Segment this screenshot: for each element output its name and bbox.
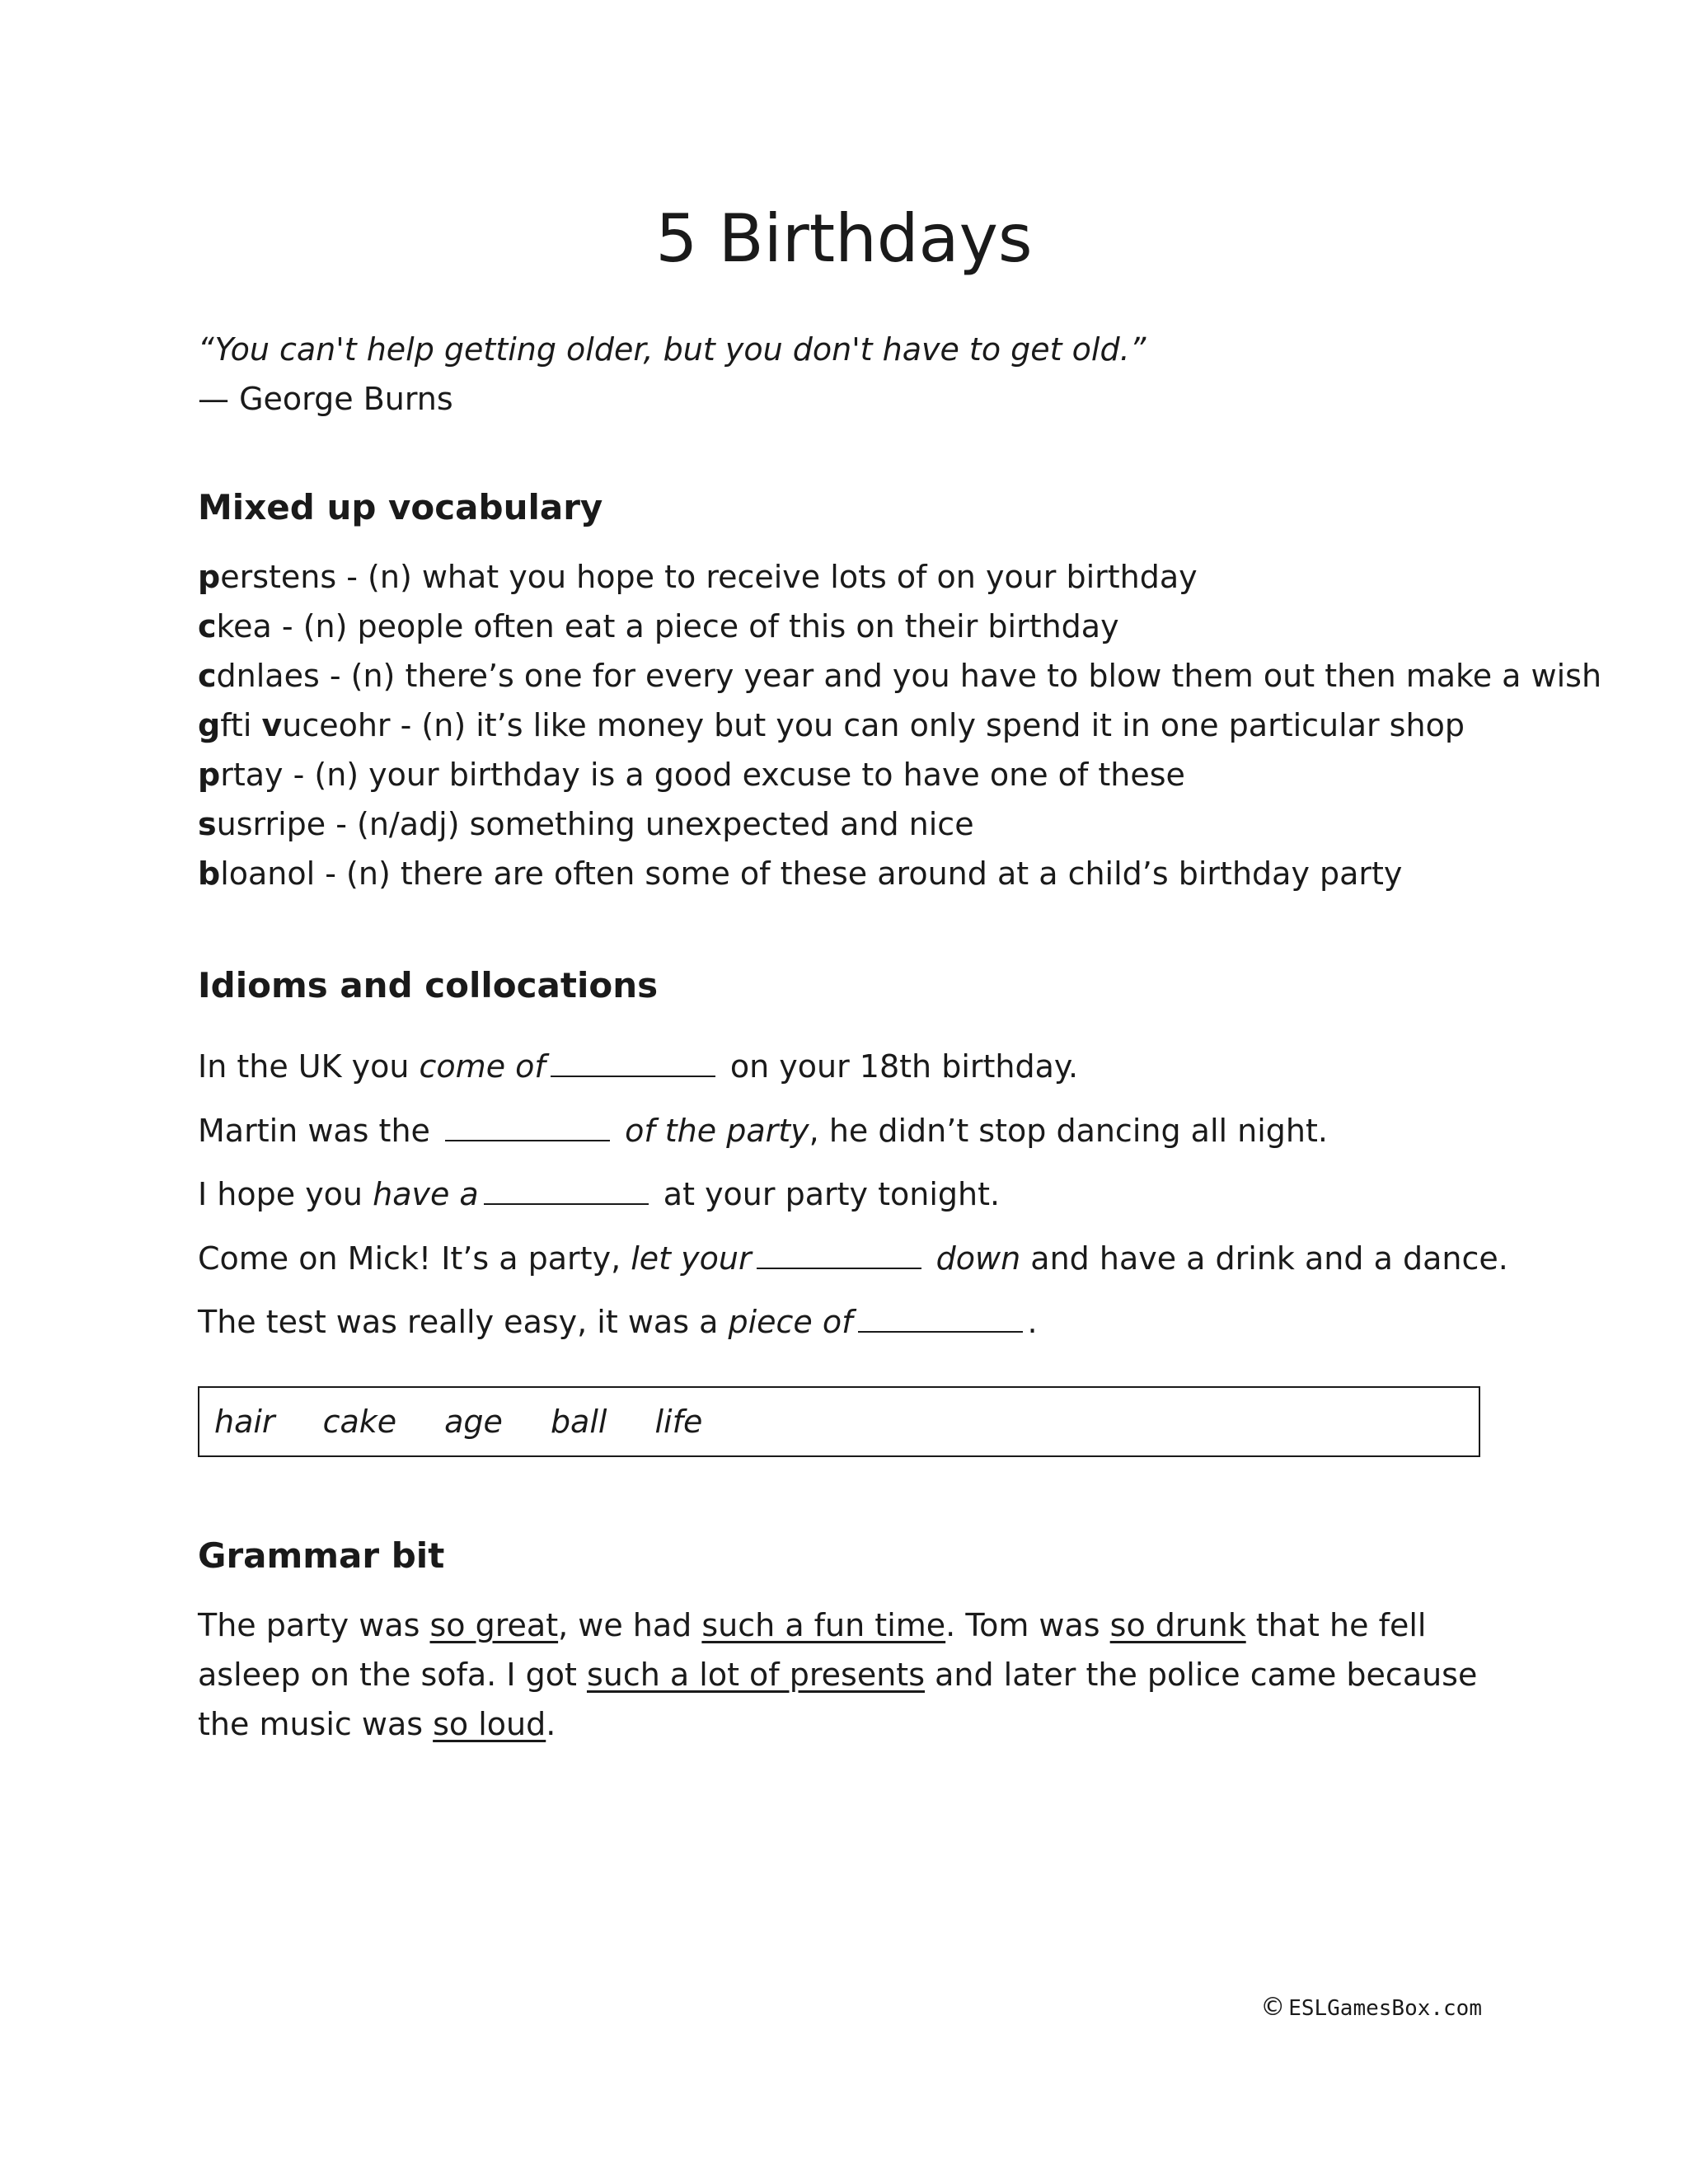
sentence-end: and have a drink and a dance.	[1020, 1240, 1508, 1277]
vocab-definition: usrripe - (n/adj) something unexpected and nice	[216, 806, 974, 842]
grammar-heading: Grammar bit	[198, 1535, 445, 1576]
answer-blank[interactable]	[551, 1047, 715, 1077]
idiom-sentence	[198, 1227, 1508, 1291]
grammar-paragraph	[198, 1601, 1484, 1749]
grammar-highlight: so loud	[433, 1706, 546, 1742]
grammar-highlight: so great	[429, 1607, 559, 1643]
sentence-end: , he didn’t stop dancing all night.	[809, 1112, 1328, 1149]
footer	[1260, 1991, 1482, 2025]
answer-blank[interactable]	[484, 1175, 649, 1205]
idioms-list	[198, 1035, 1508, 1355]
sentence-end: .	[1027, 1304, 1038, 1340]
grammar-text-segment: that he fell asleep on the sofa. I got	[198, 1607, 1427, 1693]
vocab-first-letter: c	[198, 658, 217, 694]
answer-blank[interactable]	[858, 1303, 1023, 1333]
vocab-first-letter: g	[198, 707, 221, 743]
word-option: age	[444, 1404, 503, 1440]
idiom-sentence	[198, 1291, 1508, 1355]
word-option: cake	[322, 1404, 397, 1440]
vocab-item	[198, 552, 1601, 602]
sentence-start: Come on Mick! It’s a party,	[198, 1240, 631, 1277]
vocab-word-part: fti	[220, 707, 262, 743]
grammar-text-segment: , we had	[558, 1607, 702, 1643]
vocab-item	[198, 701, 1601, 750]
vocab-definition: dnlaes - (n) there’s one for every year and you have to blow them out then make a wish	[216, 658, 1602, 694]
grammar-highlight: such a lot of presents	[586, 1657, 926, 1693]
quote-text: “You can't help getting older, but you don't have to get old.”	[198, 331, 1146, 368]
grammar-text-segment: and later the police came because the music was	[198, 1657, 1478, 1742]
sentence-start: The test was really easy, it was a	[198, 1304, 729, 1340]
sentence-start: I hope you	[198, 1176, 373, 1212]
footer-text: ESLGamesBox.com	[1288, 1996, 1482, 2021]
vocab-item	[198, 602, 1601, 651]
vocab-first-letter: s	[198, 806, 217, 842]
vocab-item	[198, 651, 1601, 701]
word-option: life	[654, 1404, 703, 1440]
vocab-first-letter: p	[198, 757, 221, 793]
grammar-text-segment: .	[546, 1706, 556, 1742]
vocab-definition: erstens - (n) what you hope to receive lots of on your birthday	[220, 559, 1198, 595]
grammar-text-segment: The party was	[198, 1607, 430, 1643]
vocab-definition: rtay - (n) your birthday is a good excuse to have one of these	[220, 757, 1185, 793]
vocab-item	[198, 750, 1601, 799]
idiom-phrase: piece of	[728, 1304, 853, 1340]
vocab-definition: kea - (n) people often eat a piece of this on their birthday	[216, 608, 1119, 644]
vocab-first-letter: b	[198, 855, 221, 892]
vocab-first-letter: p	[198, 559, 221, 595]
answer-blank[interactable]	[445, 1112, 610, 1141]
idiom-sentence	[198, 1035, 1508, 1099]
vocab-first-letter: c	[198, 608, 217, 644]
vocab-definition: uceohr - (n) it’s like money but you can only spend it in one particular shop	[282, 707, 1465, 743]
idiom-phrase: of the party	[615, 1112, 809, 1149]
idioms-heading: Idioms and collocations	[198, 965, 659, 1005]
sentence-end: on your 18th birthday.	[720, 1048, 1079, 1085]
sentence-start: Martin was the	[198, 1112, 440, 1149]
grammar-text-segment: . Tom was	[945, 1607, 1110, 1643]
grammar-highlight: such a fun time	[701, 1607, 946, 1643]
idiom-phrase: have a	[373, 1176, 479, 1212]
sentence-start: In the UK you	[198, 1048, 420, 1085]
copyright-icon: ©	[1260, 1993, 1286, 2022]
vocab-item	[198, 799, 1601, 849]
idiom-phrase: down	[926, 1240, 1021, 1277]
vocab-second-letter: v	[261, 707, 283, 743]
quote-author: — George Burns	[198, 381, 453, 417]
idiom-sentence	[198, 1099, 1508, 1164]
answer-blank[interactable]	[757, 1240, 921, 1269]
word-option: hair	[214, 1404, 275, 1440]
vocab-definition: loanol - (n) there are often some of these around at a child’s birthday party	[220, 855, 1403, 892]
vocabulary-heading: Mixed up vocabulary	[198, 487, 603, 527]
vocabulary-list	[198, 552, 1601, 898]
vocab-item	[198, 849, 1601, 898]
word-option: ball	[550, 1404, 607, 1440]
idiom-phrase: come of	[419, 1048, 546, 1085]
idiom-sentence	[198, 1163, 1508, 1227]
word-box	[198, 1386, 1480, 1457]
sentence-end: at your party tonight.	[653, 1176, 1001, 1212]
idiom-phrase: let your	[631, 1240, 752, 1277]
grammar-highlight: so drunk	[1109, 1607, 1246, 1643]
page-title: 5 Birthdays	[655, 200, 1033, 277]
